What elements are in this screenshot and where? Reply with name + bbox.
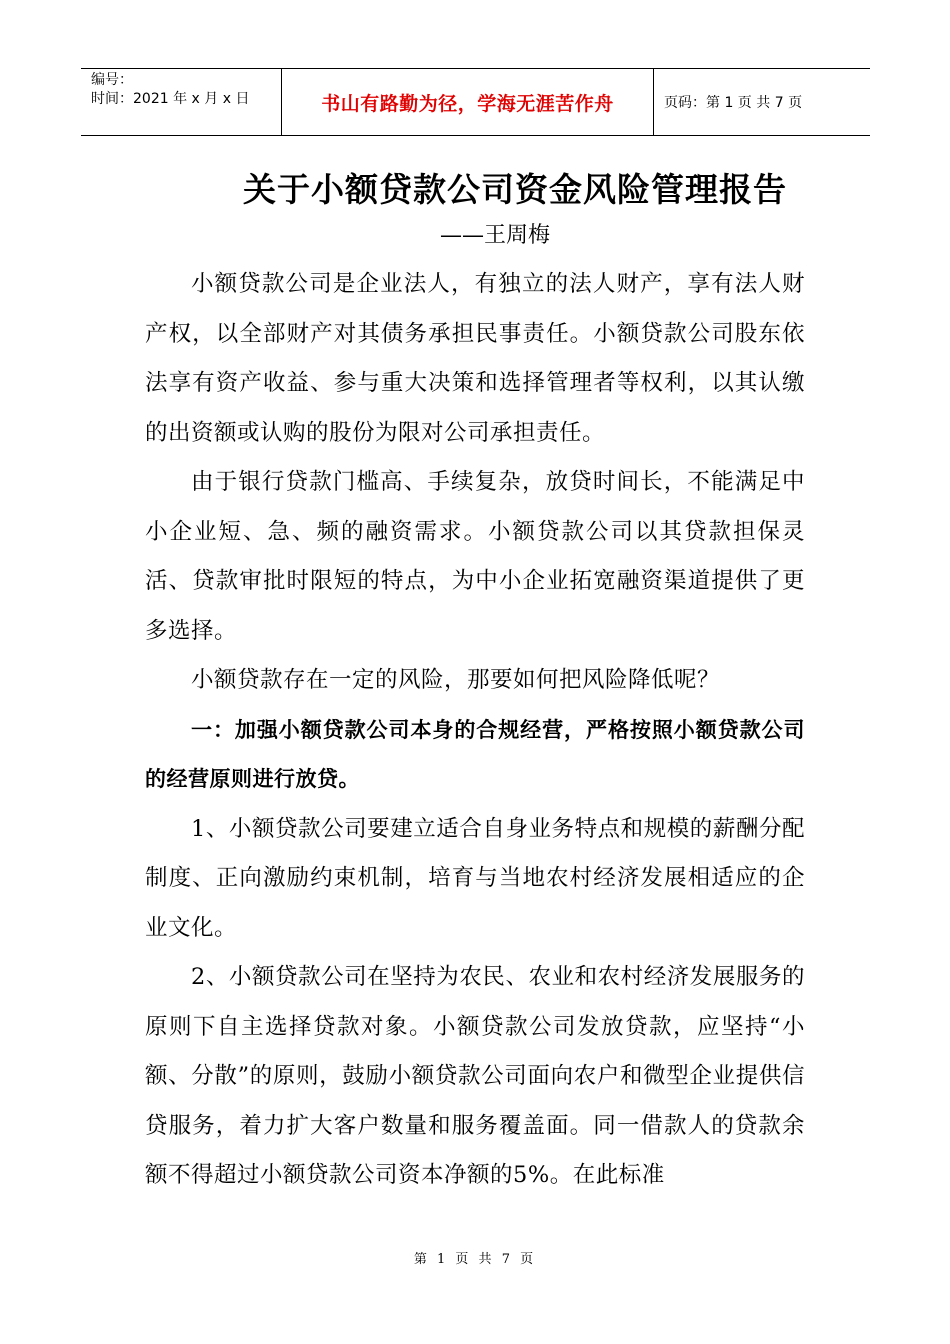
paragraph-question: 小额贷款存在一定的风险，那要如何把风险降低呢？ bbox=[191, 667, 721, 693]
header-motto: 书山有路勤为径，学海无涯苦作舟 bbox=[282, 69, 654, 135]
number-label: 编号： bbox=[91, 72, 133, 88]
time-label: 时间：2021 年 x 月 x 日 bbox=[91, 91, 250, 107]
document-title: 关于小额贷款公司资金风险管理报告 bbox=[243, 170, 787, 209]
document-body bbox=[145, 260, 805, 1201]
page-footer: 第 1 页 共 7 页 bbox=[413, 1252, 537, 1267]
section-heading-1: 一：加强小额贷款公司本身的合规经营，严格按照小额贷款公司的经营原则进行放贷。 bbox=[145, 717, 805, 791]
paragraph-item-1: 1、小额贷款公司要建立适合自身业务特点和规模的薪酬分配制度、正向激励约束机制，培育与当地农村经济发展相适应的企业文化。 bbox=[145, 815, 805, 941]
paragraph-intro: 小额贷款公司是企业法人，有独立的法人财产，享有法人财产权，以全部财产对其债务承担民事责任。小额贷款公司股东依法享有资产收益、参与重大决策和选择管理者等权利，以其认缴的出资额或认购的股份为限对公司承担责任。 bbox=[145, 271, 805, 446]
header-meta bbox=[81, 69, 282, 135]
header-page-info: 页码：第 1 页 共 7 页 bbox=[664, 95, 803, 111]
document-header bbox=[81, 68, 870, 136]
paragraph-background: 由于银行贷款门槛高、手续复杂，放贷时间长，不能满足中小企业短、急、频的融资需求。小额贷款公司以其贷款担保灵活、贷款审批时限短的特点，为中小企业拓宽融资渠道提供了更多选择。 bbox=[145, 469, 805, 644]
paragraph-item-2: 2、小额贷款公司在坚持为农民、农业和农村经济发展服务的原则下自主选择贷款对象。小额贷款公司发放贷款，应坚持“小额、分散”的原则，鼓励小额贷款公司面向农户和微型企业提供信贷服务，着力扩大客户数量和服务覆盖面。同一借款人的贷款余额不得超过小额贷款公司资本净额的5%。在此标准 bbox=[145, 964, 805, 1188]
document-author: ——王周梅 bbox=[440, 223, 551, 248]
